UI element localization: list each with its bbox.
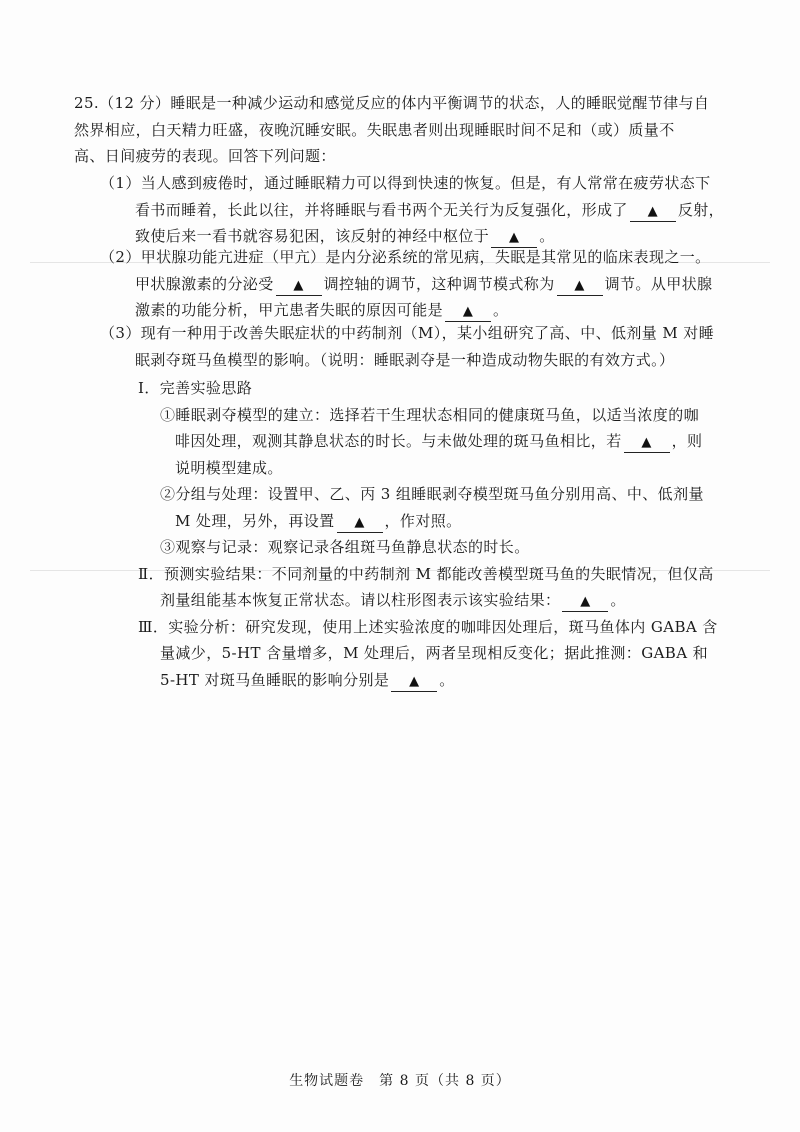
blank-triangle-icon: ▲ [580,594,591,609]
part-3-label: （3） [100,324,141,342]
answer-blank[interactable] [391,671,437,692]
answer-blank[interactable] [562,591,608,612]
step-2-line-2b: ，作对照。 [384,511,462,530]
answer-blank[interactable] [276,275,322,296]
blank-triangle-icon: ▲ [647,203,659,219]
part-3-line-2: 眠剥夺斑马鱼模型的影响。（说明：睡眠剥夺是一种造成动物失眠的有效方式。） [135,350,675,369]
blank-triangle-icon: ▲ [462,304,474,319]
part-3-line-1: 现有一种用于改善失眠症状的中药制剂（M），某小组研究了高、中、低剂量 M 对睡 [140,324,715,342]
part-1-line-3b: 。 [539,227,555,245]
answer-blank[interactable] [624,432,670,453]
part-1-label: （1） [100,174,141,192]
step-1-line-3: 说明模型建成。 [175,458,283,477]
section-2-line-2b: 。 [610,591,626,609]
part-1-line-3a: 致使后来一看书就容易犯困，该反射的神经中枢位于 [135,227,490,245]
part-2-line-2a: 甲状腺激素的分泌受 [135,274,274,293]
part-2-line-2b: 调控轴的调节，这种调节模式称为 [323,274,555,293]
section-3-line-3b: 。 [439,670,455,689]
part-2-line-1: 甲状腺功能亢进症（甲亢）是内分泌系统的常见病，失眠是其常见的临床表现之一。 [140,248,711,266]
part-2-line-3a: 激素的功能分析，甲亢患者失眠的原因可能是 [135,301,444,319]
page-footer: 生物试题卷 第 8 页（共 8 页） [289,1073,511,1089]
part-1-line-2a: 看书而睡着，长此以往，并将睡眠与看书两个无关行为反复强化，形成了 [135,200,628,219]
question-intro [74,90,734,170]
step-1-line-2a: 啡因处理，观测其静息状态的时长。与未做处理的斑马鱼相比，若 [175,432,622,450]
section-3-line-1: Ⅲ．实验分析：研究发现，使用上述实验浓度的咖啡因处理后，斑马鱼体内 GABA 含 [138,617,718,636]
answer-blank[interactable] [557,275,603,296]
section-2-line-2a: 剂量组能基本恢复正常状态。请以柱形图表示该实验结果： [160,591,561,609]
blank-triangle-icon: ▲ [641,435,652,450]
blank-triangle-icon: ▲ [354,514,365,530]
intro-line-2: 然界相应，白天精力旺盛，夜晚沉睡安眠。失眠患者则出现睡眠时间不足和（或）质量不 [74,120,675,139]
blank-triangle-icon: ▲ [409,673,420,689]
part-1-line-1: 当人感到疲倦时，通过睡眠精力可以得到快速的恢复。但是，有人常常在疲劳状态下 [140,174,711,192]
step-3-line-1: ③观察与记录：观察记录各组斑马鱼静息状态的时长。 [160,538,530,556]
answer-blank[interactable] [337,512,383,533]
question-number: 25. [74,94,100,112]
step-1-line-1: ①睡眠剥夺模型的建立：选择若干生理状态相同的健康斑马鱼，以适当浓度的咖 [160,405,700,424]
step-1-line-2b: ，则 [671,432,703,450]
blank-triangle-icon: ▲ [293,277,304,293]
intro-line-3: 高、日间疲劳的表现。回答下列问题： [74,147,336,165]
part-1 [100,170,750,250]
part-2-line-3b: 。 [493,301,509,319]
part-2-label: （2） [100,248,141,266]
question-score: （12 分） [99,94,171,112]
section-2-line-1: Ⅱ．预测实验结果：不同剂量的中药制剂 M 都能改善模型斑马鱼的失眠情况，但仅高 [138,564,714,583]
section-1-title: Ⅰ．完善实验思路 [138,379,253,397]
section-3-line-3a: 5-HT 对斑马鱼睡眠的影响分别是 [160,670,390,689]
section-3-line-2: 量减少，5-HT 含量增多，M 处理后，两者呈现相反变化；据此推测：GABA 和 [160,644,709,662]
answer-blank[interactable] [630,201,676,222]
intro-line-1: 睡眠是一种减少运动和感觉反应的体内平衡调节的状态，人的睡眠觉醒节律与自 [170,94,710,112]
part-3 [100,320,750,693]
step-2-line-2a: M 处理，另外，再设置 [175,511,335,530]
part-2 [100,244,750,324]
step-2-line-1: ②分组与处理：设置甲、乙、丙 3 组睡眠剥夺模型斑马鱼分别用高、中、低剂量 [160,485,704,503]
blank-triangle-icon: ▲ [574,277,585,293]
blank-triangle-icon: ▲ [509,230,520,245]
part-2-line-2c: 调节。从甲状腺 [604,274,713,293]
answer-blank[interactable] [445,301,491,322]
part-1-line-2b: 反射， [677,200,725,219]
